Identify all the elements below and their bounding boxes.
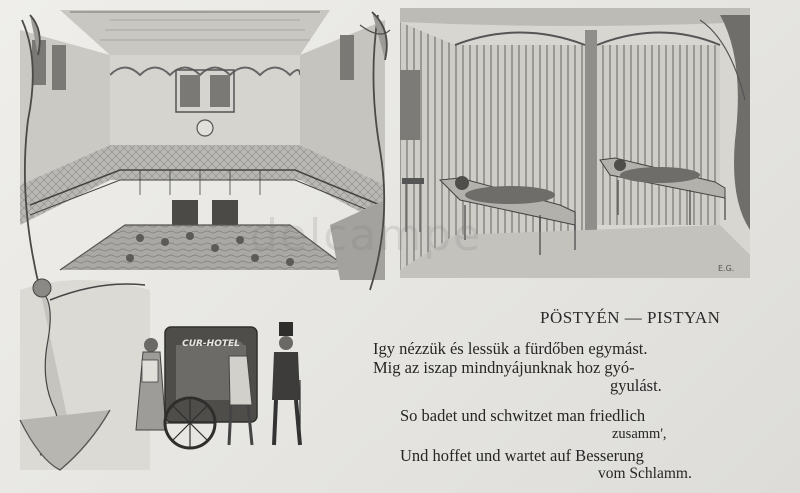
artist-monogram: E.G. bbox=[718, 264, 735, 273]
verse-line: Und hoffet und wartet auf Besserung bbox=[400, 446, 644, 465]
postcard-title: PÖSTYÉN — PISTYAN bbox=[540, 308, 721, 327]
cart-scene bbox=[20, 279, 300, 470]
verse-line: So badet und schwitzet man friedlich bbox=[400, 406, 646, 425]
cart-sign-text: CUR-HOTEL bbox=[182, 339, 240, 349]
verse-line: zusamm', bbox=[612, 426, 667, 442]
verse-line: vom Schlamm. bbox=[598, 465, 692, 482]
verse-line: gyulást. bbox=[610, 376, 662, 395]
cart-sign bbox=[165, 333, 257, 351]
verse-line: Mig az iszap mindnyájunknak hoz gyó- bbox=[373, 358, 635, 377]
watermark: delcampe bbox=[250, 210, 483, 261]
verse-line: Igy nézzük és lessük a fürdőben egymást. bbox=[373, 339, 648, 358]
